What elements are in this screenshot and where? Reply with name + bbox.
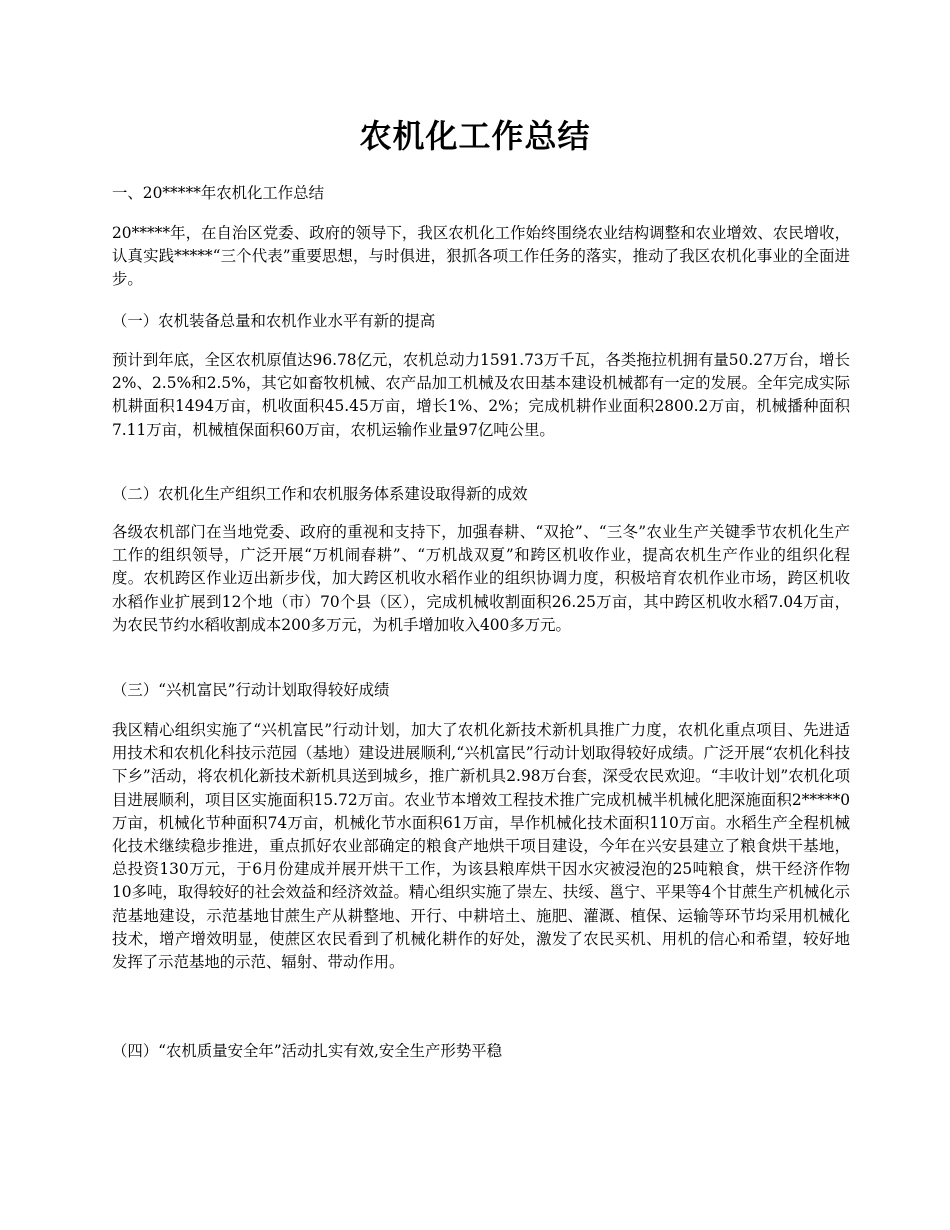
section-heading: （三）“兴机富民”行动计划取得较好成绩 (112, 681, 390, 699)
section-heading: （一）农机装备总量和农机作业水平有新的提高 (112, 312, 436, 330)
section-heading: （四）“农机质量安全年”活动扎实有效,安全生产形势平稳 (112, 1042, 503, 1060)
section-heading: （二）农机化生产组织工作和农机服务体系建设取得新的成效 (112, 485, 528, 503)
page-title: 农机化工作总结 (359, 117, 591, 155)
body-paragraph: 20*****年，在自治区党委、政府的领导下，我区农机化工作始终围绕农业结构调整和农业增效、农民增收，认真实践*****“三个代表”重要思想，与时俱进，狠抓各项工作任务的落实，推动了我区农机化事业的全面进步。 (112, 224, 850, 289)
body-paragraph: 我区精心组织实施了“兴机富民”行动计划，加大了农机化新技术新机具推广力度，农机化重点项目、先进适用技术和农机化科技示范园（基地）建设进展顺利,“兴机富民”行动计划取得较好成绩。广泛开展“农机化科技下乡”活动，将农机化新技术新机具送到城乡，推广新机具2.98万台套，深受农民欢迎。“丰收计划”农机化项目进展顺利，项目区实施面积15.72万亩。农业节本增效工程技术推广完成机械半机械化肥深施面积2*****0万亩，机械化节种面积74万亩，机械化节水面积61万亩，旱作机械化技术面积110万亩。水稻生产全程机械化技术继续稳步推进，重点抓好农业部确定的粮食产地烘干项目建设，今年在兴安县建立了粮食烘干基地，总投资130万元，于6月份建成并展开烘干工作，为该县粮库烘干因水灾被浸泡的25吨粮食，烘干经济作物10多吨，取得较好的社会效益和经济效益。精心组织实施了崇左、扶绥、邕宁、平果等4个甘蔗生产机械化示范基地建设，示范基地甘蔗生产从耕整地、开行、中耕培土、施肥、灌溉、植保、运输等环节均采用机械化技术，增产增效明显，使蔗区农民看到了机械化耕作的好处，激发了农民买机、用机的信心和希望，较好地发挥了示范基地的示范、辐射、带动作用。 (112, 721, 850, 972)
body-paragraph: 各级农机部门在当地党委、政府的重视和支持下，加强春耕、“双抢”、“三冬”农业生产关键季节农机化生产工作的组织领导，广泛开展“万机闹春耕”、“万机战双夏”和跨区机收作业，提高农机生产作业的组织化程度。农机跨区作业迈出新步伐，加大跨区机收水稻作业的组织协调力度，积极培育农机作业市场，跨区机收水稻作业扩展到12个地（市）70个县（区），完成机械收割面积26.25万亩，其中跨区机收水稻7.04万亩，为农民节约水稻收割成本200多万元，为机手增加收入400多万元。 (112, 523, 850, 634)
section-heading: 一、20*****年农机化工作总结 (112, 184, 324, 202)
body-paragraph: 预计到年底，全区农机原值达96.78亿元，农机总动力1591.73万千瓦，各类拖拉机拥有量50.27万台，增长2%、2.5%和2.5%，其它如畜牧机械、农产品加工机械及农田基本建设机械都有一定的发展。全年完成实际机耕面积1494万亩，机收面积45.45万亩，增长1%、2%；完成机耕作业面积2800.2万亩，机械播种面积7.11万亩，机械植保面积60万亩，农机运输作业量97亿吨公里。 (112, 351, 850, 439)
